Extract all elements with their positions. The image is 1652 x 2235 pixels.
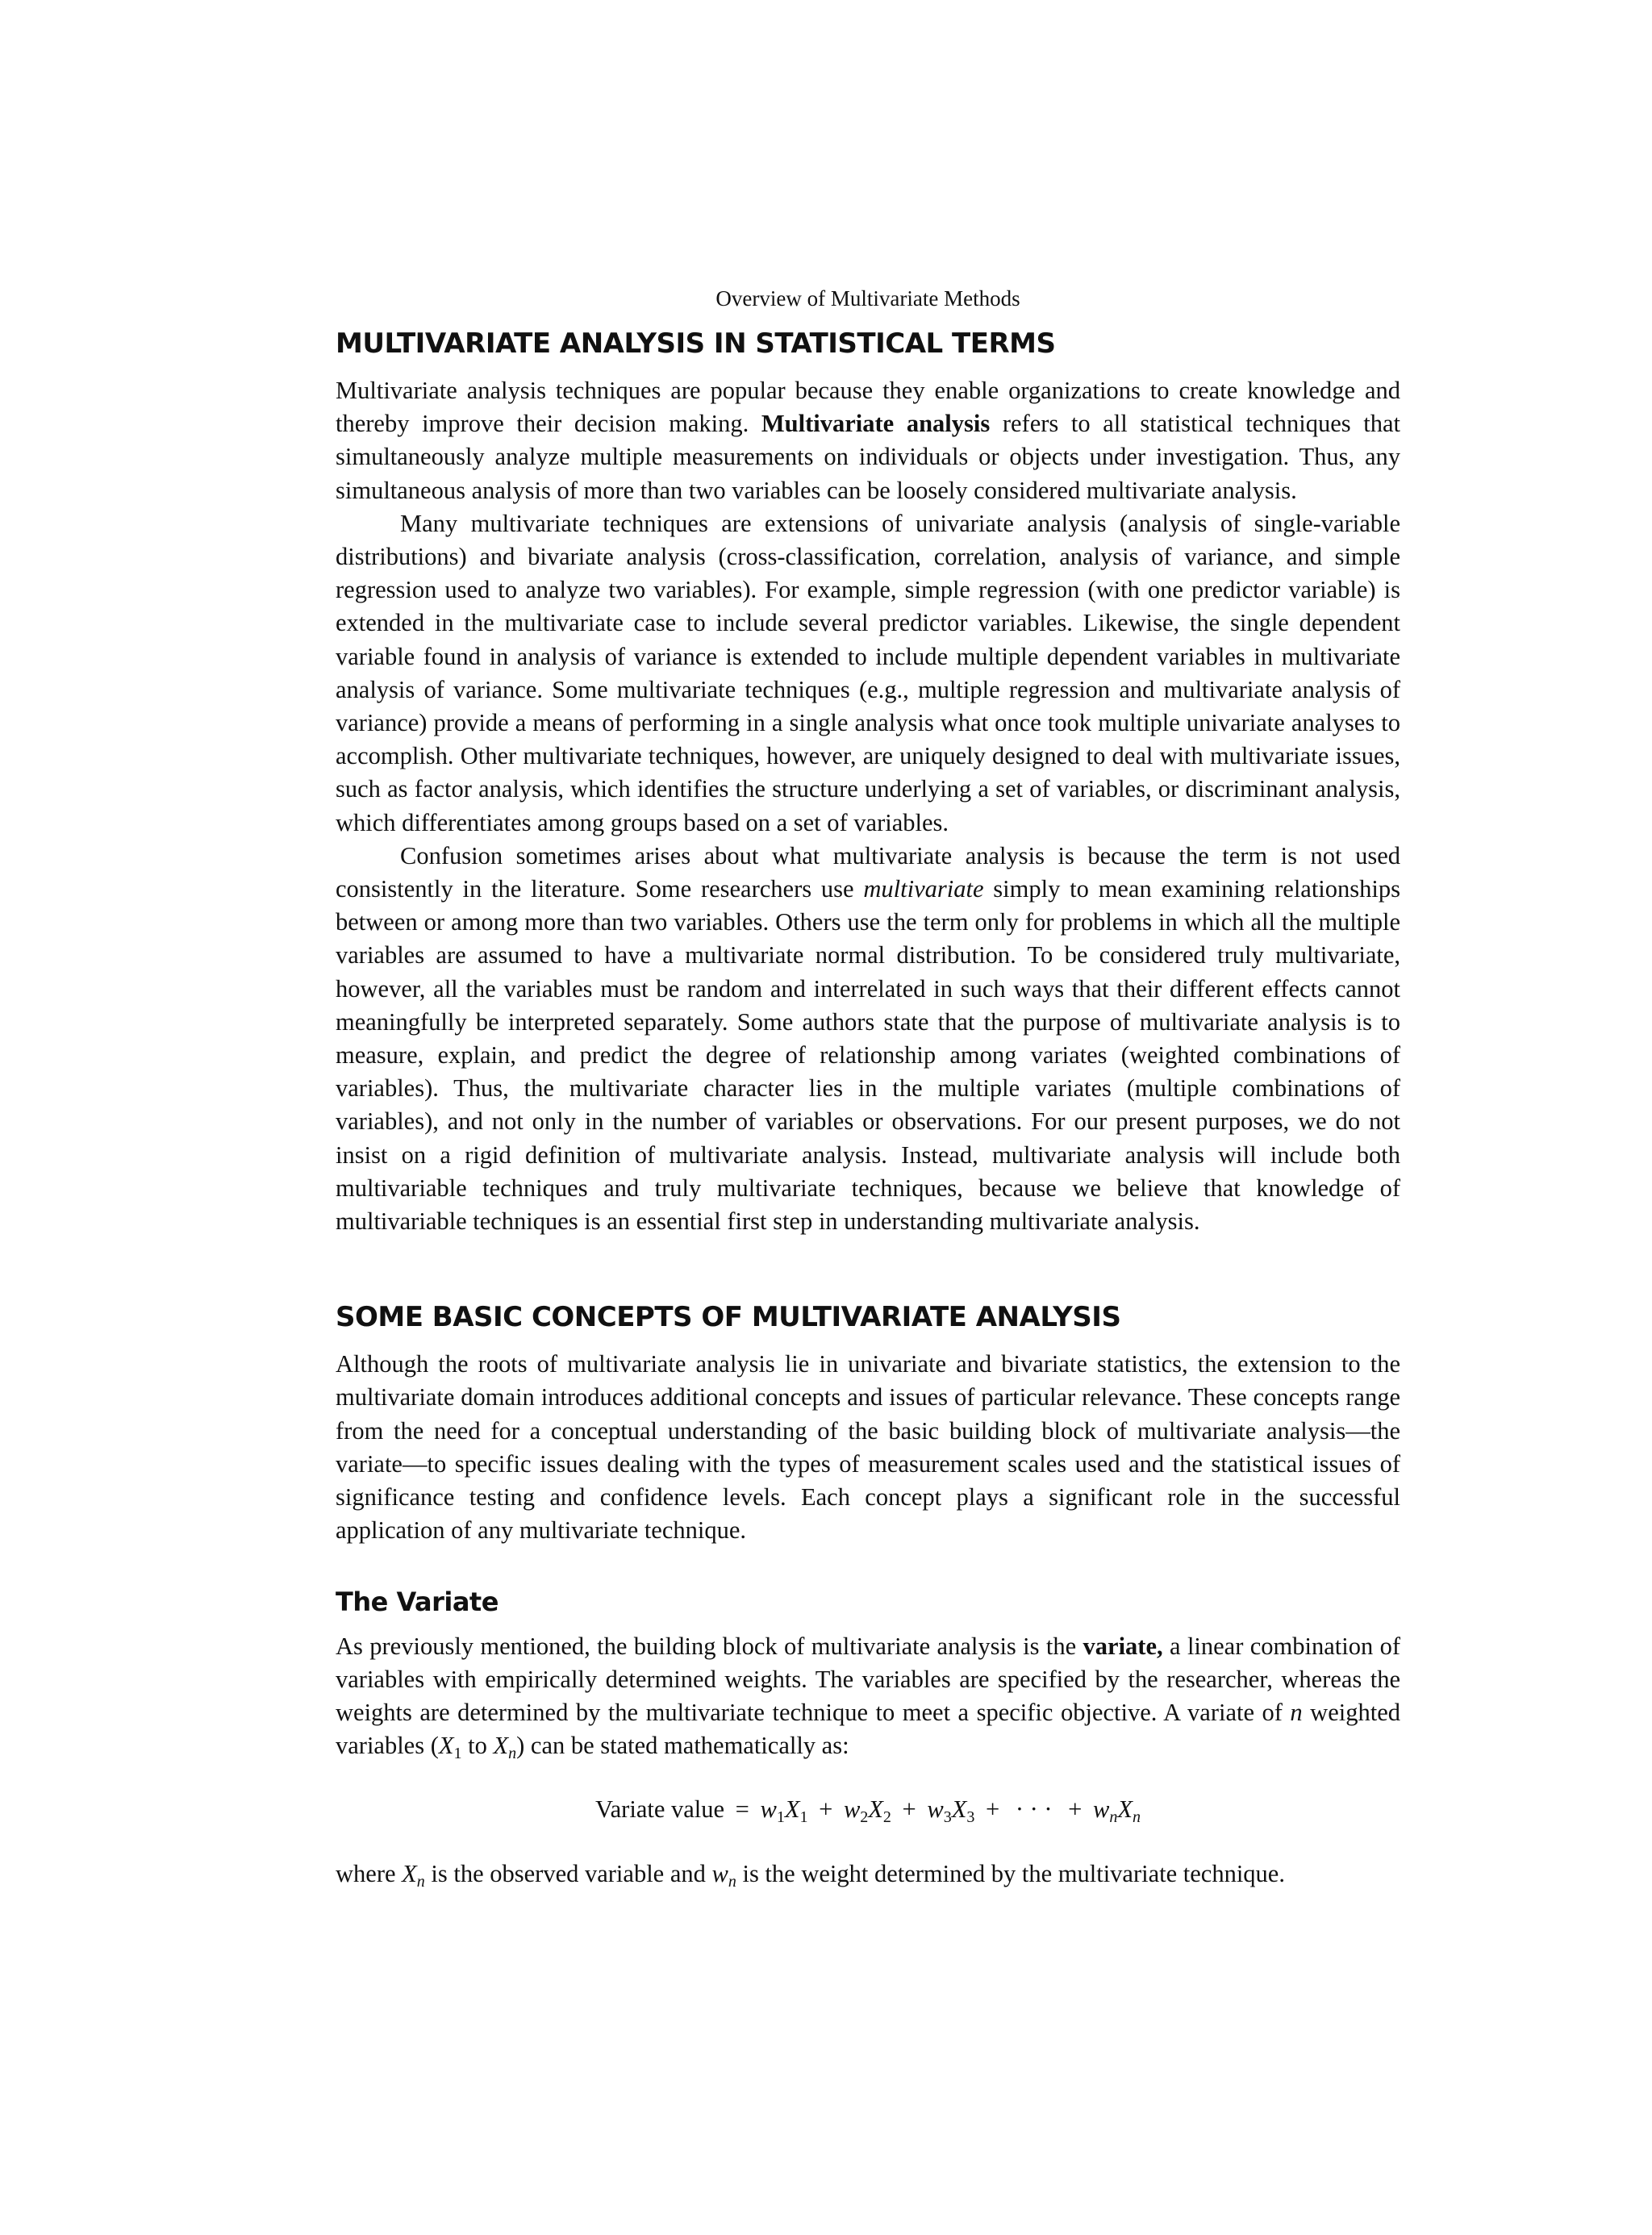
paragraph-text: refers to all statistical techniques that simultaneously analyze multiple measurements on individuals or objects under investigation. Thus, any simultaneous analysis of more than two variables can be loosely considered multivariate analysis.	[336, 410, 1400, 504]
term-multivariate-analysis: Multivariate analysis	[761, 410, 991, 438]
equation-term: $w_3X_3$	[927, 1795, 975, 1827]
equation-ellipsis: · · ·	[1015, 1795, 1053, 1824]
equation-plus: +	[902, 1795, 916, 1824]
paragraph-text: is the observed variable and	[424, 1860, 712, 1888]
equation-plus: +	[819, 1795, 833, 1824]
paragraph-text: Multivariate analysis techniques are popular because they enable organizations to create knowledge and thereby improve their decision making.	[336, 377, 1400, 438]
math-subscript: n	[728, 1873, 736, 1891]
equation-equals: =	[735, 1795, 749, 1824]
paragraph-text: ) can be stated mathematically as:	[516, 1732, 849, 1760]
equation-term: $w_1X_1$	[760, 1795, 808, 1827]
math-x: X	[402, 1860, 417, 1888]
math-x: X	[493, 1732, 509, 1760]
paragraph-text: Confusion sometimes arises about what multivariate analysis is because the term is not used consistently in the literature. Some researchers use	[336, 841, 1400, 903]
paragraph-extensions: Many multivariate techniques are extensions of univariate analysis (analysis of single-variable distributions) and bivariate analysis (cross-classification, correlation, analysis of variance, and simple regression used to analyze two variables). For example, simple regression (with one predictor variable) is extended in the multivariate case to include several predictor variables. Likewise, the single dependent variable found in analysis of variance is extended to include multiple dependent variables in multivariate analysis of variance. Some multivariate techniques (e.g., multiple regression and multivariate analysis of variance) provide a means of performing in a single analysis what once took multiple univariate analyses to accomplish. Other multivariate techniques, however, are uniquely designed to deal with multivariate issues, such as factor analysis, which identifies the structure underlying a set of variables, or discriminant analysis, which differentiates among groups based on a set of variables.	[336, 509, 1400, 836]
paragraph-text: weighted variables (	[336, 1698, 1400, 1760]
equation-term: $w_2X_2$	[843, 1795, 891, 1827]
paragraph-variate-definition	[336, 1858, 1400, 1891]
paragraph-variate	[336, 1630, 1400, 1763]
paragraph-text: where	[336, 1860, 403, 1888]
paragraph-text: a linear combination of variables with empirically determined weights. The variables are specified by the researcher, whereas the weights are determined by the multivariate technique to meet a specific objective. A variate of	[336, 1632, 1401, 1726]
section-heading-basic-concepts: SOME BASIC CONCEPTS OF MULTIVARIATE ANALYSIS	[336, 1301, 1121, 1334]
math-subscript: 1	[453, 1745, 462, 1763]
math-x: X	[438, 1732, 454, 1760]
subsection-heading-variate: The Variate	[336, 1586, 499, 1617]
term-variate: variate,	[1083, 1632, 1163, 1660]
math-subscript: n	[508, 1745, 517, 1763]
running-head: Overview of Multivariate Methods	[715, 286, 1020, 311]
variate-equation	[336, 1793, 1400, 1825]
paragraph-basic-concepts: Although the roots of multivariate analysis lie in univariate and bivariate statistics, the extension to the multivariate domain introduces additional concepts and issues of particular relevance. These concepts range from the need for a conceptual understanding of the basic building block of multivariate analysis—the variate—to specific issues dealing with the types of measurement scales used and the statistical issues of significance testing and confidence levels. Each concept plays a significant role in the successful application of any multivariate technique.	[336, 1350, 1400, 1545]
paragraph-definition	[336, 374, 1400, 507]
equation-term: $w_nX_n$	[1093, 1795, 1141, 1827]
paragraph-text: is the weight determined by the multivariate technique.	[736, 1860, 1285, 1888]
section-heading-statistical-terms: MULTIVARIATE ANALYSIS IN STATISTICAL TERMS	[336, 327, 1056, 360]
math-w: w	[711, 1860, 728, 1888]
paragraph-text: simply to mean examining relationships between or among more than two variables. Others use the term only for problems in which all the multiple variables are assumed to have a multivariate normal distribution. To be considered truly multivariate, however, all the variables must be random and interrelated in such ways that their different effects cannot meaningfully be interpreted separately. Some authors state that the purpose of multivariate analysis is to measure, explain, and predict the degree of relationship among variates (weighted combinations of variables). Thus, the multivariate character lies in the multiple variates (multiple combinations of variables), and not only in the number of variables or observations. For our present purposes, we do not insist on a rigid definition of multivariate analysis. Instead, multivariate analysis will include both multivariable techniques and truly multivariate techniques, because we believe that knowledge of multivariable techniques is an essential first step in understanding multivariate analysis.	[336, 875, 1400, 1236]
paragraph-text: As previously mentioned, the building block of multivariate analysis is the	[336, 1632, 1083, 1660]
term-multivariate-italic: multivariate	[863, 875, 984, 903]
math-subscript: n	[416, 1873, 425, 1891]
equation-lhs: Variate value	[595, 1795, 725, 1824]
equation-plus: +	[1068, 1795, 1083, 1824]
equation-plus: +	[985, 1795, 1000, 1824]
page	[336, 284, 1400, 1891]
math-n: n	[1290, 1698, 1303, 1726]
paragraph-text: to	[461, 1732, 494, 1760]
paragraph-confusion	[336, 840, 1400, 1238]
